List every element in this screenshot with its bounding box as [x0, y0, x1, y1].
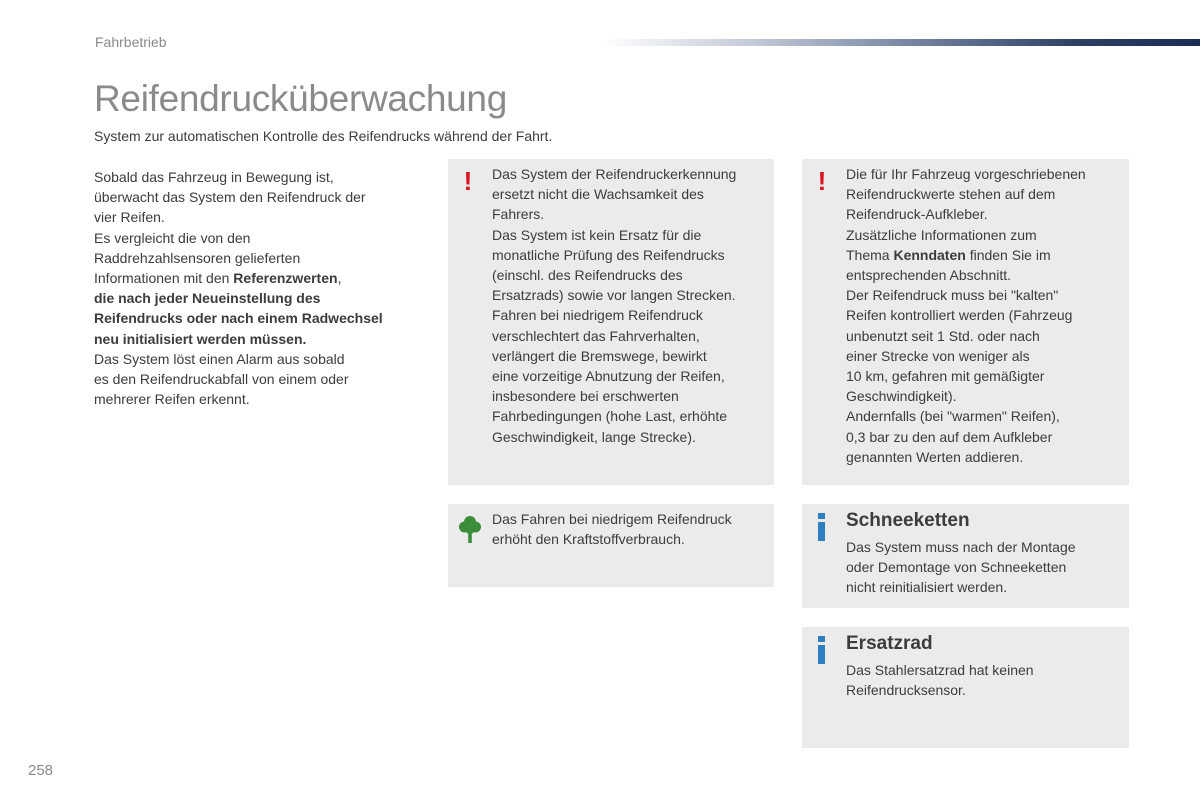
text-line: überwacht das System den Reifendruck der — [94, 189, 366, 206]
info-icon — [817, 513, 827, 541]
text-line: oder Demontage von Schneeketten — [846, 559, 1067, 576]
info-box-snow-chains — [802, 504, 1129, 608]
text-line: erhöht den Kraftstoffverbrauch. — [492, 531, 685, 548]
exclamation-icon: ! — [817, 166, 827, 196]
text-line: genannten Werten addieren. — [846, 448, 1024, 465]
text-line: Reifendruck-Aufkleber. — [846, 206, 988, 223]
text-line: 0,3 bar zu den auf dem Aufkleber — [846, 428, 1053, 445]
text-line: Zusätzliche Informationen zum — [846, 226, 1037, 243]
text-line: (einschl. des Reifendrucks des — [492, 267, 683, 284]
alarm-paragraph — [94, 349, 434, 410]
text-line: Das System der Reifendruckerkennung — [492, 166, 737, 182]
text-line: Das System löst einen Alarm aus sobald — [94, 350, 345, 367]
text-line: finden Sie im — [965, 246, 1051, 263]
header-gradient-bar — [600, 39, 1200, 46]
text-line: Geschwindigkeit). — [846, 388, 957, 405]
bold-term: Kenndaten — [893, 246, 966, 263]
info-icon — [817, 636, 827, 664]
warning-box-pressure-values — [802, 159, 1129, 485]
text-line: mehrerer Reifen erkennt. — [94, 391, 250, 408]
text-line: entsprechenden Abschnitt. — [846, 267, 1012, 284]
text-line: Sobald das Fahrzeug in Bewegung ist, — [94, 169, 334, 185]
info-box-title: Schneeketten — [846, 510, 970, 531]
tree-icon — [459, 515, 481, 543]
text-line: Das Fahren bei niedrigem Reifendruck — [492, 511, 732, 527]
page-number: 258 — [28, 762, 54, 779]
text-line: Das System ist kein Ersatz für die — [492, 226, 702, 243]
text-line: Es vergleicht die von den — [94, 229, 251, 246]
text-line: Informationen mit den — [94, 270, 234, 287]
section-label: Fahrbetrieb — [95, 34, 167, 50]
text-line: Reifendruckwerte stehen auf dem — [846, 186, 1056, 203]
text-line: Ersatzrads) sowie vor langen Strecken. — [492, 287, 736, 304]
warning-text — [492, 164, 764, 447]
warning-text — [846, 164, 1119, 467]
text-line: 10 km, gefahren mit gemäßigter — [846, 368, 1045, 385]
text-line: Thema — [846, 246, 894, 263]
text-line: ersetzt nicht die Wachsamkeit des — [492, 186, 704, 203]
bold-term: Referenzwerten — [233, 270, 338, 287]
info-text — [846, 632, 1119, 700]
text-line: Reifendrucksensor. — [846, 682, 966, 699]
info-box-title: Ersatzrad — [846, 633, 933, 654]
bold-text-line: Reifendrucks oder nach einem Radwechsel — [94, 310, 383, 327]
eco-box-fuel-consumption — [448, 504, 774, 587]
text-line: eine vorzeitige Abnutzung der Reifen, — [492, 368, 725, 385]
comparison-paragraph — [94, 228, 434, 349]
page-subtitle: System zur automatischen Kontrolle des Reifendrucks während der Fahrt. — [94, 128, 553, 144]
text-line: Der Reifendruck muss bei "kalten" — [846, 287, 1059, 304]
text-line: es den Reifendruckabfall von einem oder — [94, 371, 349, 388]
text-line: Die für Ihr Fahrzeug vorgeschriebenen — [846, 166, 1086, 182]
text-line: einer Strecke von weniger als — [846, 347, 1030, 364]
page-title: Reifendrucküberwachung — [94, 78, 507, 119]
bold-text-line: die nach jeder Neueinstellung des — [94, 290, 321, 307]
text-line: unbenutzt seit 1 Std. oder nach — [846, 327, 1040, 344]
text-line: verschlechtert das Fahrverhalten, — [492, 327, 700, 344]
text-line: Das Stahlersatzrad hat keinen — [846, 662, 1034, 678]
intro-paragraph — [94, 167, 434, 228]
text-line: Fahren bei niedrigem Reifendruck — [492, 307, 703, 324]
intro-text-column — [94, 167, 434, 409]
text-line: verlängert die Bremswege, bewirkt — [492, 347, 707, 364]
text-line: Fahrers. — [492, 206, 545, 223]
text-line: , — [337, 270, 342, 287]
info-box-spare-wheel — [802, 627, 1129, 748]
exclamation-icon: ! — [463, 166, 473, 196]
bold-text-line: neu initialisiert werden müssen. — [94, 330, 307, 347]
text-line: Andernfalls (bei "warmen" Reifen), — [846, 408, 1060, 425]
text-line: monatliche Prüfung des Reifendrucks — [492, 246, 725, 263]
eco-text — [492, 509, 764, 549]
text-line: nicht reinitialisiert werden. — [846, 579, 1008, 596]
text-line: Raddrehzahlsensoren gelieferten — [94, 249, 301, 266]
text-line: vier Reifen. — [94, 209, 165, 226]
text-line: insbesondere bei erschwerten — [492, 388, 679, 405]
text-line: Reifen kontrolliert werden (Fahrzeug — [846, 307, 1073, 324]
text-line: Das System muss nach der Montage — [846, 539, 1076, 555]
info-text — [846, 509, 1119, 598]
text-line: Geschwindigkeit, lange Strecke). — [492, 428, 696, 445]
text-line: Fahrbedingungen (hohe Last, erhöhte — [492, 408, 728, 425]
warning-box-driver-attention — [448, 159, 774, 485]
